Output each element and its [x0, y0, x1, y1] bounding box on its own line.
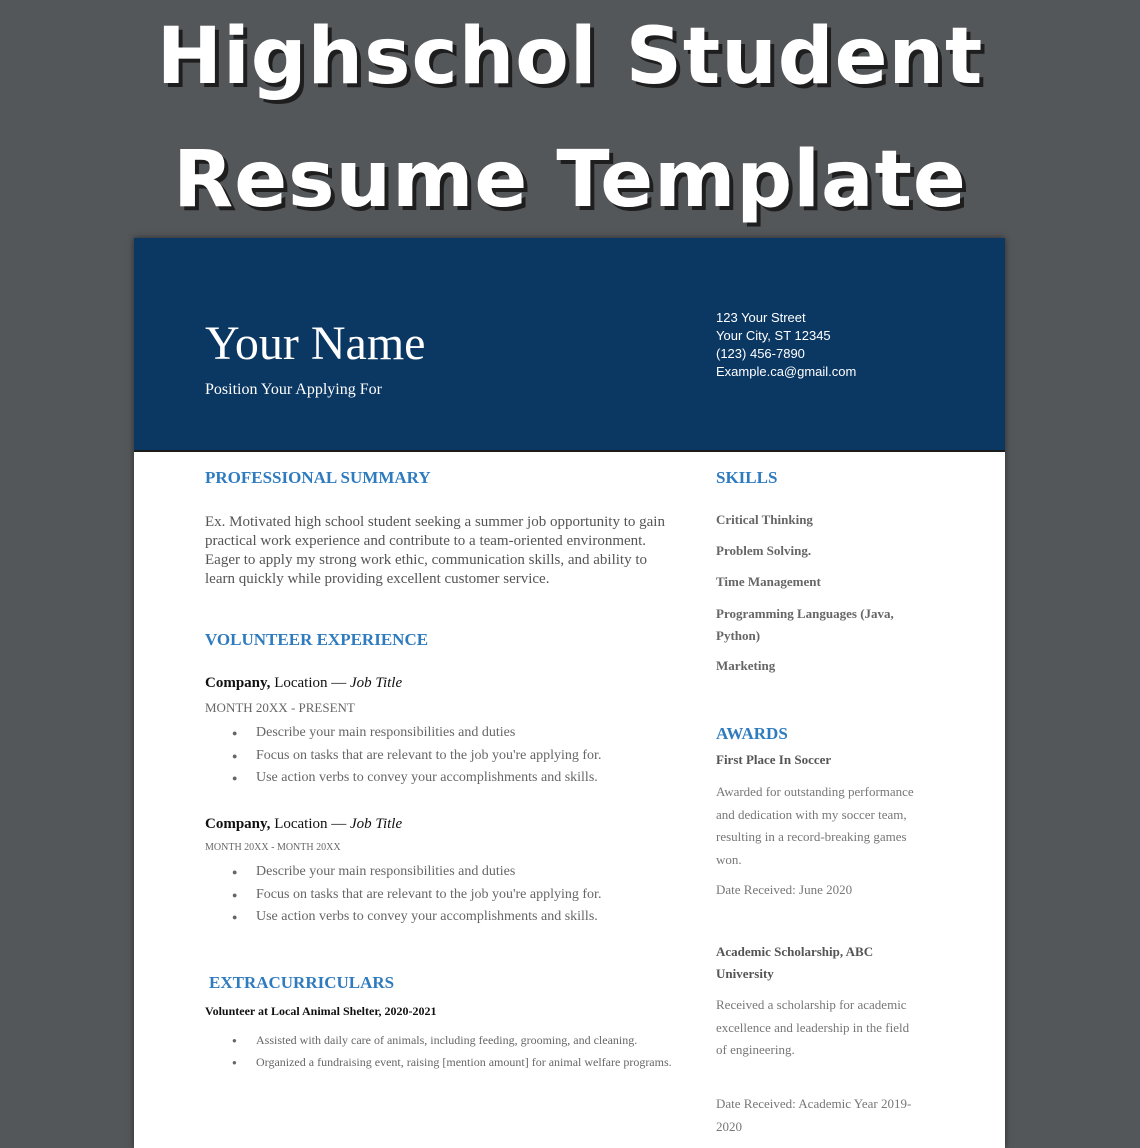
award-2-description: Received a scholarship for academic excellence and leadership in the field of engineering.: [716, 997, 910, 1057]
award-1-title: First Place In Soccer: [716, 752, 832, 767]
skill-item: Marketing: [716, 658, 776, 673]
list-item: ● Organized a fundraising event, raising [mention amount] for animal welfare programs.: [205, 1052, 675, 1074]
contact-street: 123 Your Street: [716, 310, 806, 325]
list-item: ● Assisted with daily care of animals, including feeding, grooming, and cleaning.: [205, 1030, 675, 1052]
list-item: ● Focus on tasks that are relevant to the job you're applying for.: [205, 884, 705, 907]
award-1-date: Date Received: June 2020: [716, 882, 853, 897]
extracurricular-subtitle: Volunteer at Local Animal Shelter, 2020-2021: [205, 1004, 437, 1018]
extracurriculars-heading: EXTRACURRICULARS: [209, 973, 395, 992]
skills-heading: SKILLS: [716, 468, 778, 487]
contact-block: [716, 309, 856, 381]
list-item: ● Describe your main responsibilities and duties: [205, 722, 705, 745]
skill-item: Critical Thinking: [716, 512, 813, 527]
contact-phone: (123) 456-7890: [716, 346, 805, 361]
list-item: ● Focus on tasks that are relevant to the job you're applying for.: [205, 745, 705, 768]
award-1-description: Awarded for outstanding performance and dedication with my soccer team, resulting in a record-breaking games won.: [716, 784, 914, 867]
job-2-bullets: [205, 861, 705, 929]
list-item: ● Use action verbs to convey your accomplishments and skills.: [205, 906, 705, 929]
summary-heading: PROFESSIONAL SUMMARY: [205, 468, 431, 487]
skill-item: Problem Solving.: [716, 543, 812, 558]
awards-heading: AWARDS: [716, 724, 788, 743]
job-1-bullets: [205, 722, 705, 790]
job-1-header: [205, 675, 402, 692]
contact-city: Your City, ST 12345: [716, 328, 831, 343]
job-2-company: Company,: [205, 816, 271, 832]
banner-title-line-2: Resume Template: [173, 135, 967, 225]
summary-text: Ex. Motivated high school student seeking a summer job opportunity to gain practical work experience and contribute to a team-oriented environment. Eager to apply my strong work ethic, communication skills, and ability to learn quickly while providing excellent customer service.: [205, 514, 665, 587]
applicant-position: Position Your Applying For: [205, 381, 382, 398]
job-2-title: Job Title: [350, 816, 403, 832]
job-1-date: MONTH 20XX - PRESENT: [205, 700, 355, 715]
resume-header: [134, 238, 1005, 452]
applicant-name: Your Name: [205, 317, 426, 370]
job-2-location: Location —: [270, 816, 351, 832]
banner-title-line-1: Highschol Student: [156, 12, 984, 102]
job-2-date: MONTH 20XX - MONTH 20XX: [205, 842, 341, 853]
award-2-title: Academic Scholarship, ABC University: [716, 944, 874, 981]
job-1-company: Company,: [205, 675, 271, 691]
job-1-location: Location —: [270, 675, 351, 691]
extracurricular-bullets: [205, 1030, 675, 1073]
job-1-title: Job Title: [350, 675, 403, 691]
list-item: ● Use action verbs to convey your accomplishments and skills.: [205, 767, 705, 790]
skill-item: Programming Languages (Java, Python): [716, 606, 894, 643]
volunteer-heading: VOLUNTEER EXPERIENCE: [205, 630, 429, 649]
job-2-header: [205, 816, 402, 833]
contact-email: Example.ca@gmail.com: [716, 364, 857, 379]
resume-page: [134, 238, 1005, 1148]
skill-item: Time Management: [716, 574, 821, 589]
list-item: ● Describe your main responsibilities and duties: [205, 861, 705, 884]
award-2-date: Date Received: Academic Year 2019-2020: [716, 1096, 912, 1134]
